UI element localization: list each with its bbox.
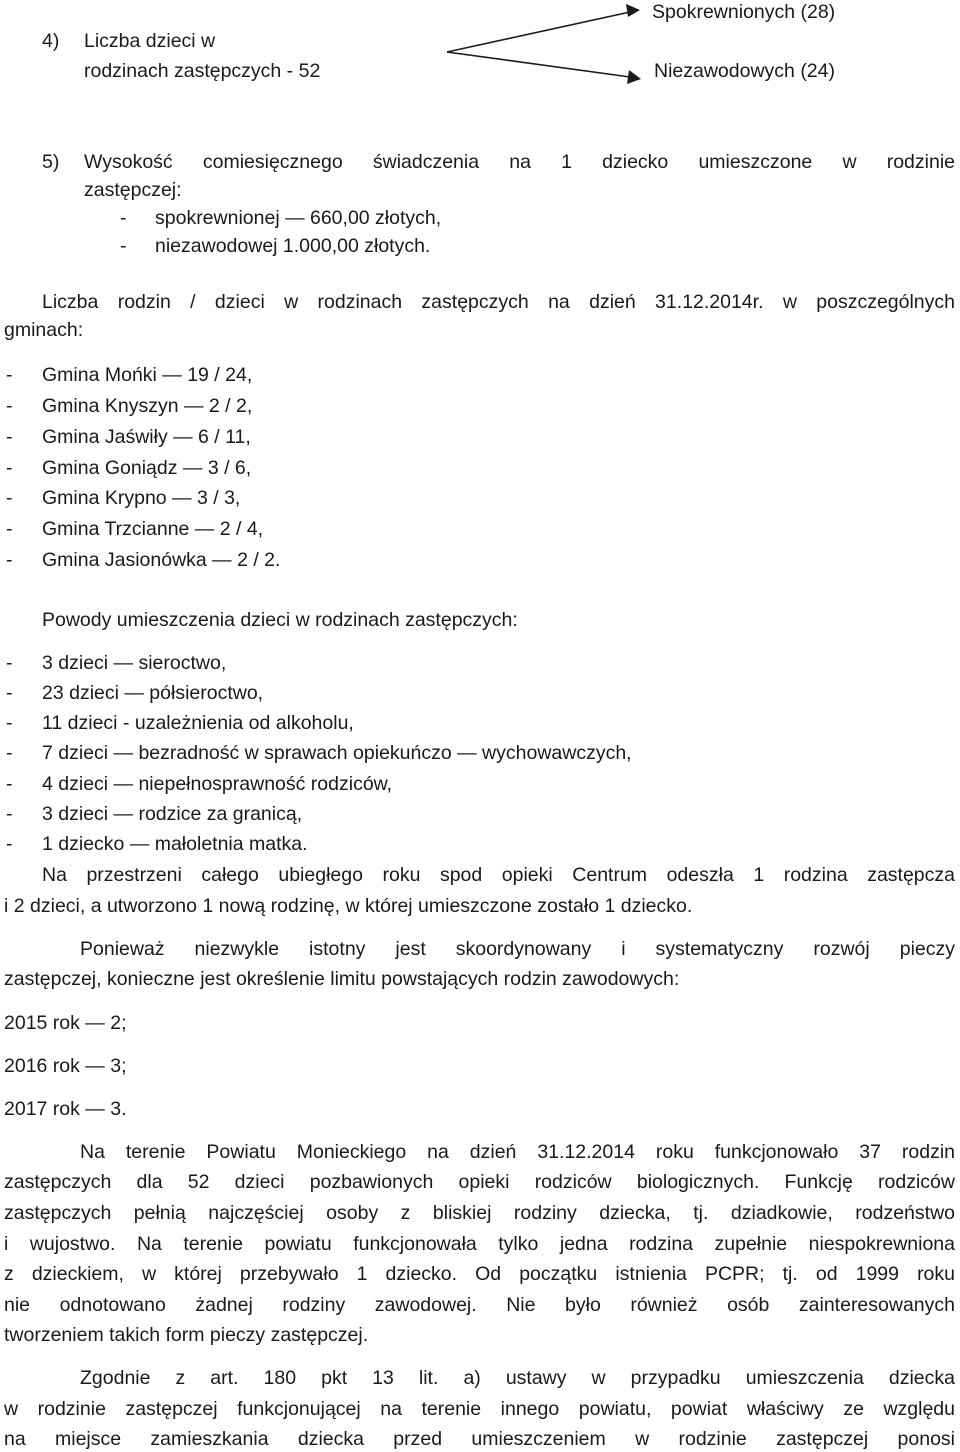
gmina-item: Gmina Knyszyn — 2 / 2,	[42, 395, 253, 417]
list-marker: -	[6, 833, 13, 855]
gmina-item: Gmina Goniądz — 3 / 6,	[42, 457, 252, 479]
gmina-item: Gmina Krypno — 3 / 3,	[42, 487, 241, 509]
reasons-heading: Powody umieszczenia dzieci w rodzinach zastępczych:	[42, 609, 518, 631]
paragraph-3-line: nie odnotowano żadnej rodziny zawodowej. Nie było również osób zainteresowanych	[4, 1294, 955, 1316]
paragraph-3-line: z dzieckiem, w której przebywało 1 dziecko. Od początku istnienia PCPR; tj. od 1999 roku	[4, 1263, 955, 1285]
list-marker: -	[120, 207, 127, 229]
paragraph-4-line: Zgodnie z art. 180 pkt 13 lit. a) ustawy w przypadku umieszczenia dziecka	[80, 1367, 955, 1389]
reason-item: 1 dziecko — małoletnia matka.	[42, 833, 308, 855]
limit-2015: 2015 rok — 2;	[4, 1012, 127, 1034]
arrow-line-bottom	[447, 52, 630, 77]
paragraph-4-line: w rodzinie zastępczej funkcjonującej na terenie innego powiatu, powiat właściwy ze względu	[4, 1398, 955, 1420]
paragraph-4-line: na miejsce zamieszkania dziecka przed umieszczeniem w rodzinie zastępczej ponosi	[4, 1428, 955, 1450]
reason-item: 11 dzieci - uzależnienia od alkoholu,	[42, 712, 354, 734]
list-marker: -	[6, 364, 13, 386]
reason-item: 3 dzieci — sieroctwo,	[42, 652, 227, 674]
rate-spokrewniona: spokrewnionej — 660,00 złotych,	[155, 207, 442, 229]
list-marker: -	[6, 682, 13, 704]
list-marker: -	[6, 742, 13, 764]
section-5-number: 5)	[42, 151, 60, 173]
split-arrows-diagram	[0, 0, 960, 100]
list-marker: -	[6, 712, 13, 734]
paragraph-1-line1: Na przestrzeni całego ubiegłego roku spod opieki Centrum odeszła 1 rodzina zastępcza	[42, 864, 955, 886]
section-5-line2: zastępczej:	[84, 179, 182, 201]
list-marker: -	[6, 518, 13, 540]
paragraph-3-last-line: tworzeniem takich form pieczy zastępczej.	[4, 1324, 369, 1346]
list-marker: -	[6, 487, 13, 509]
section-4-line1: Liczba dzieci w	[84, 30, 216, 52]
section-4-number: 4)	[42, 30, 60, 52]
list-marker: -	[120, 235, 127, 257]
reason-item: 23 dzieci — półsieroctwo,	[42, 682, 264, 704]
reason-item: 4 dzieci — niepełnosprawność rodziców,	[42, 773, 393, 795]
gmina-item: Gmina Jaświły — 6 / 11,	[42, 426, 251, 448]
section-5-line1: Wysokość comiesięcznego świadczenia na 1 dziecko umieszczone w rodzinie	[84, 151, 955, 173]
list-marker: -	[6, 457, 13, 479]
paragraph-1-line2: i 2 dzieci, a utworzono 1 nową rodzinę, w której umieszczone zostało 1 dziecko.	[4, 895, 693, 917]
reason-item: 7 dzieci — bezradność w sprawach opiekuńczo — wychowawczych,	[42, 742, 632, 764]
paragraph-3-line: zastępczych dla 52 dzieci pozbawionych opieki rodziców biologicznych. Funkcję rodziców	[4, 1171, 955, 1193]
limit-2016: 2016 rok — 3;	[4, 1055, 127, 1077]
arrowhead-top	[626, 4, 640, 17]
paragraph-3-line: Na terenie Powiatu Monieckiego na dzień 31.12.2014 roku funkcjonowało 37 rodzin	[80, 1141, 955, 1163]
branch-spokrewnione: Spokrewnionych (28)	[652, 1, 836, 23]
paragraph-3-line: i wujostwo. Na terenie powiatu funkcjonowała tylko jedna rodzina zupełnie niespokrewniona	[4, 1233, 955, 1255]
gmina-item: Gmina Jasionówka — 2 / 2.	[42, 549, 281, 571]
paragraph-2-line2: zastępczej, konieczne jest określenie limitu powstających rodzin zawodowych:	[4, 968, 680, 990]
arrow-line-top	[447, 12, 630, 52]
list-marker: -	[6, 773, 13, 795]
paragraph-3-line: zastępczych pełnią najczęściej osoby z bliskiej rodziny dziecka, tj. dziadkowie, rodzeństwo	[4, 1202, 955, 1224]
list-marker: -	[6, 652, 13, 674]
list-marker: -	[6, 395, 13, 417]
list-marker: -	[6, 803, 13, 825]
families-heading-line2: gminach:	[4, 319, 84, 341]
gmina-item: Gmina Trzcianne — 2 / 4,	[42, 518, 264, 540]
list-marker: -	[6, 426, 13, 448]
paragraph-2-line1: Ponieważ niezwykle istotny jest skoordynowany i systematyczny rozwój pieczy	[80, 938, 955, 960]
list-marker: -	[6, 549, 13, 571]
limit-2017: 2017 rok — 3.	[4, 1098, 127, 1120]
families-heading-line1: Liczba rodzin / dzieci w rodzinach zastępczych na dzień 31.12.2014r. w poszczególnych	[42, 291, 955, 313]
gmina-item: Gmina Mońki — 19 / 24,	[42, 364, 253, 386]
arrowhead-bottom	[627, 70, 641, 84]
reason-item: 3 dzieci — rodzice za granicą,	[42, 803, 303, 825]
rate-niezawodowa: niezawodowej 1.000,00 złotych.	[155, 235, 431, 257]
branch-niezawodowe: Niezawodowych (24)	[654, 60, 835, 82]
section-4-line2: rodzinach zastępczych - 52	[84, 60, 321, 82]
